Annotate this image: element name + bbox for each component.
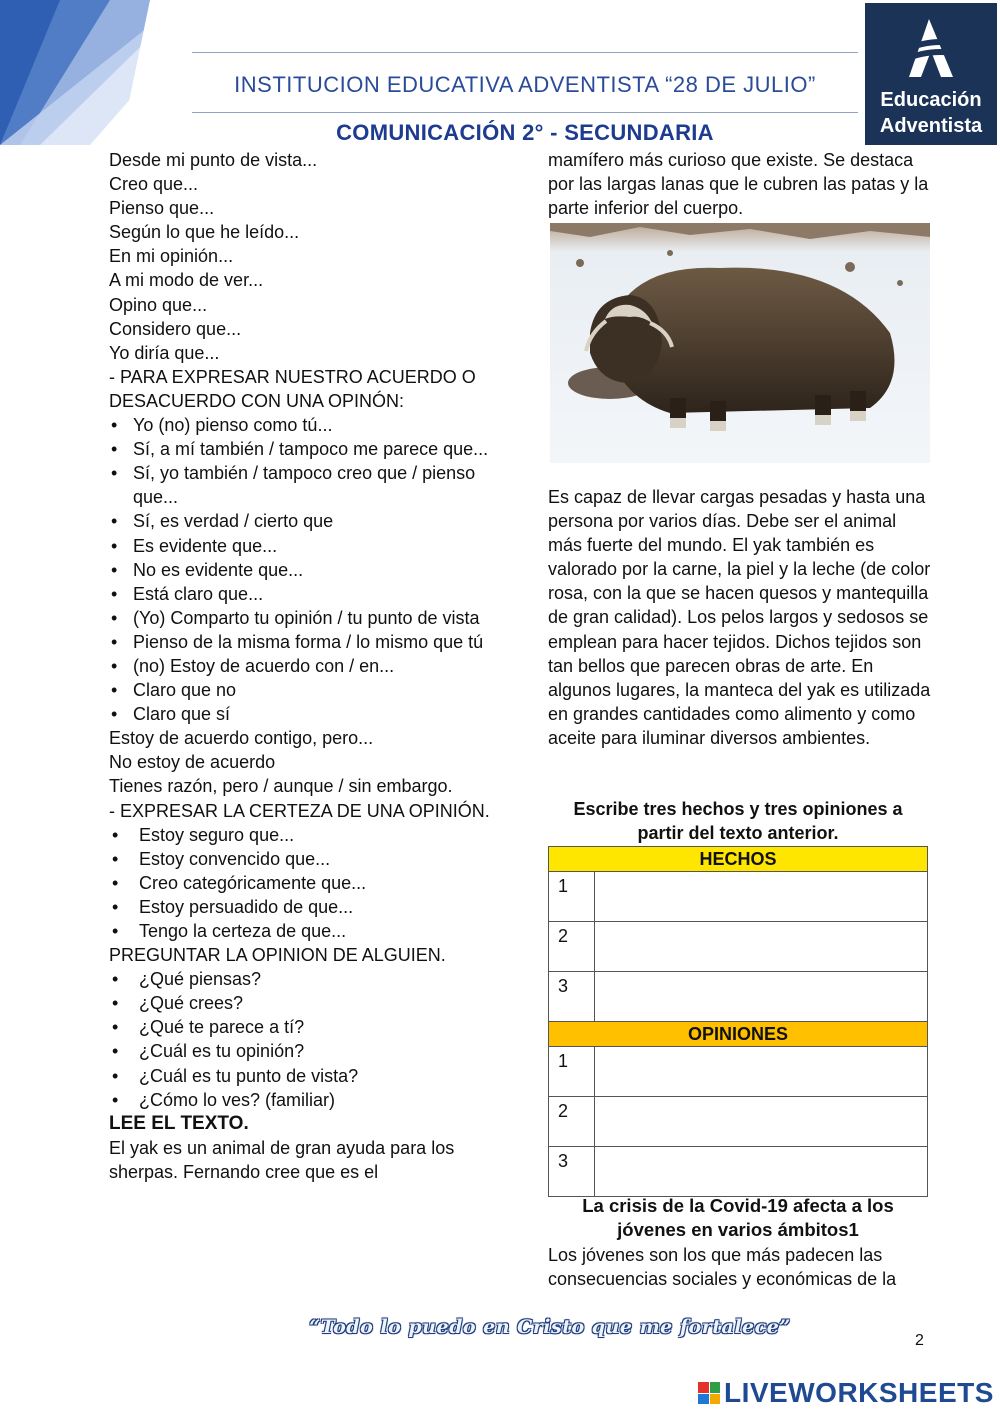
adventist-logo-icon xyxy=(901,17,961,79)
opiniones-header: OPINIONES xyxy=(549,1022,928,1047)
page-number: 2 xyxy=(915,1332,924,1349)
table-row xyxy=(549,1047,928,1097)
ask-list xyxy=(109,967,504,1112)
agree-heading: - PARA EXPRESAR NUESTRO ACUERDO O DESACUERDO CON UNA OPINÓN: xyxy=(109,366,476,411)
answer-cell[interactable] xyxy=(595,972,928,1022)
list-item: • Yo (no) pienso como tú... xyxy=(109,413,504,437)
phrase: Yo diría que... xyxy=(109,342,220,363)
row-number: 1 xyxy=(549,1047,595,1097)
table-row xyxy=(549,922,928,972)
yak-text-part1: mamífero más curioso que existe. Se destaca por las largas lanas que le cubren las patas y la parte inferior del cuerpo. xyxy=(548,150,929,219)
phrase: Creo que... xyxy=(109,174,199,195)
row-number: 3 xyxy=(549,972,595,1022)
subject-title: COMUNICACIÓN 2° - SECUNDARIA xyxy=(336,120,714,145)
list-item: • Sí, yo también / tampoco creo que / pienso que... xyxy=(109,461,504,509)
list-item: • Sí, es verdad / cierto que xyxy=(109,509,504,533)
list-item: • Estoy seguro que... xyxy=(109,823,504,847)
list-item: • Pienso de la misma forma / lo mismo que tú xyxy=(109,630,504,654)
phrase: Considero que... xyxy=(109,318,242,339)
answer-cell[interactable] xyxy=(595,1147,928,1197)
ask-heading: PREGUNTAR LA OPINION DE ALGUIEN. xyxy=(109,945,446,966)
read-intro: El yak es un animal de gran ayuda para los sherpas. Fernando cree que es el xyxy=(109,1137,455,1182)
yak-photo xyxy=(550,223,930,463)
row-number: 2 xyxy=(549,1097,595,1147)
yak-text-part2: Es capaz de llevar cargas pesadas y hasta una persona por varios días. Debe ser el animal más fuerte del mundo. El yak también es valorado por la carne, la piel y la leche (de color rosa, con la que se hacen quesos y mantequilla de gran calidad). Los pelos largos y sedosos se emplean para hacer tejidos. Dichos tejidos son tan bellos que parecen obras de arte. En algunos lugares, la manteca del yak es utilizada en grandes cantidades como alimento y como aceite para iluminar diversos ambientes. xyxy=(548,487,931,748)
row-number: 1 xyxy=(549,872,595,922)
phrase: Opino que... xyxy=(109,294,208,315)
liveworksheets-logo-icon xyxy=(698,1382,720,1404)
list-item: • ¿Cuál es tu opinión? xyxy=(109,1039,504,1063)
list-item: • ¿Qué piensas? xyxy=(109,967,504,991)
logo-text-line2: Adventista xyxy=(879,115,983,137)
school-logo xyxy=(865,3,997,145)
list-item: • Tengo la certeza de que... xyxy=(109,919,504,943)
list-item: • No es evidente que... xyxy=(109,558,504,582)
phrase: Desde mi punto de vista... xyxy=(109,150,318,170)
answer-cell[interactable] xyxy=(595,872,928,922)
hechos-table xyxy=(548,846,928,1197)
hechos-header: HECHOS xyxy=(549,847,928,872)
covid-title: La crisis de la Covid-19 afecta a los jóvenes en varios ámbitos1 xyxy=(582,1195,894,1240)
read-heading: LEE EL TEXTO. xyxy=(109,1112,249,1134)
header-rule-top xyxy=(192,52,858,53)
phrase: Tienes razón, pero / aunque / sin embargo. xyxy=(109,776,453,797)
agree-list xyxy=(109,413,504,726)
institution-name: INSTITUCION EDUCATIVA ADVENTISTA “28 DE JULIO” xyxy=(234,72,816,97)
liveworksheets-brand[interactable] xyxy=(698,1378,994,1408)
list-item: • ¿Cuál es tu punto de vista? xyxy=(109,1064,504,1088)
table-row xyxy=(549,1147,928,1197)
motto: “Todo lo puedo en Cristo que me fortalece” xyxy=(309,1316,791,1338)
answer-cell[interactable] xyxy=(595,1047,928,1097)
covid-text: Los jóvenes son los que más padecen las consecuencias sociales y económicas de la xyxy=(548,1245,897,1290)
list-item: • Creo categóricamente que... xyxy=(109,871,504,895)
table-row xyxy=(549,1097,928,1147)
answer-cell[interactable] xyxy=(595,1097,928,1147)
phrase: Pienso que... xyxy=(109,198,215,219)
brand-text: LIVEWORKSHEETS xyxy=(724,1377,994,1408)
phrase: Según lo que he leído... xyxy=(109,222,300,243)
list-item: • Estoy persuadido de que... xyxy=(109,895,504,919)
phrase: Estoy de acuerdo contigo, pero... xyxy=(109,728,374,749)
header-rule-bottom xyxy=(192,112,858,113)
list-item: • ¿Cómo lo ves? (familiar) xyxy=(109,1088,504,1112)
list-item: • Claro que sí xyxy=(109,702,504,726)
row-number: 3 xyxy=(549,1147,595,1197)
row-number: 2 xyxy=(549,922,595,972)
phrase: A mi modo de ver... xyxy=(109,270,264,291)
list-item: • ¿Qué crees? xyxy=(109,991,504,1015)
list-item: • (Yo) Comparto tu opinión / tu punto de vista xyxy=(109,606,504,630)
list-item: • Está claro que... xyxy=(109,582,504,606)
phrase: No estoy de acuerdo xyxy=(109,752,276,773)
list-item: • (no) Estoy de acuerdo con / en... xyxy=(109,654,504,678)
logo-text-line1: Educación xyxy=(880,89,982,111)
list-item: • Claro que no xyxy=(109,678,504,702)
certainty-list xyxy=(109,823,504,943)
list-item: • Sí, a mí también / tampoco me parece que... xyxy=(109,437,504,461)
table-row xyxy=(549,872,928,922)
exercise-instruction: Escribe tres hechos y tres opiniones a partir del texto anterior. xyxy=(573,799,903,843)
header-corner-decoration xyxy=(0,0,182,145)
list-item: • ¿Qué te parece a tí? xyxy=(109,1015,504,1039)
answer-cell[interactable] xyxy=(595,922,928,972)
certainty-heading: - EXPRESAR LA CERTEZA DE UNA OPINIÓN. xyxy=(109,800,490,821)
list-item: • Estoy convencido que... xyxy=(109,847,504,871)
left-column xyxy=(109,148,504,1184)
phrase: En mi opinión... xyxy=(109,246,234,267)
table-row xyxy=(549,972,928,1022)
opinion-phrases xyxy=(109,148,504,365)
list-item: • Es evidente que... xyxy=(109,534,504,558)
